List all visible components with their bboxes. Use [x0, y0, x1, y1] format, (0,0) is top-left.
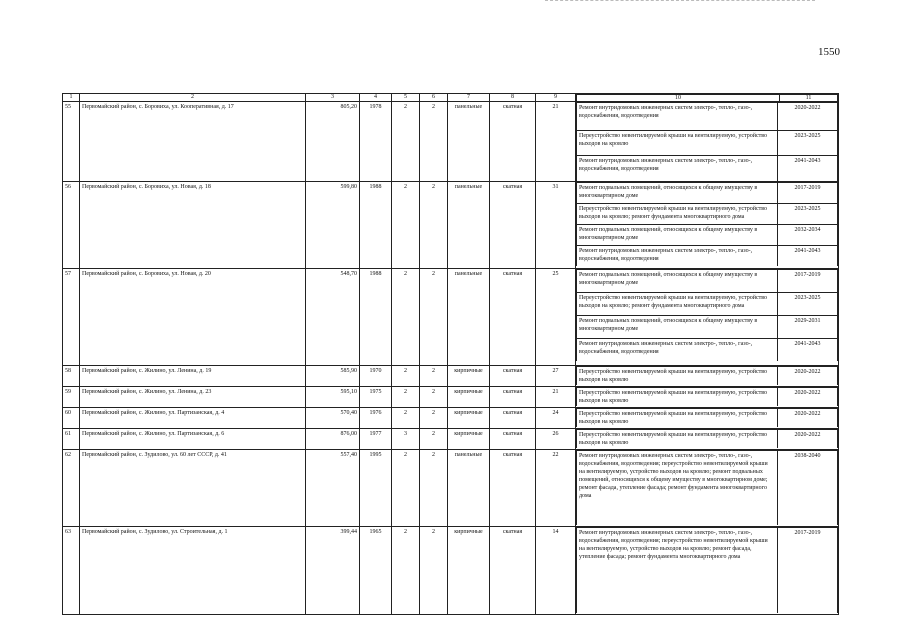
table-row — [63, 181, 839, 268]
col5-cell: 2 — [392, 268, 420, 365]
table-row — [63, 102, 839, 182]
column-number: 2 — [80, 94, 306, 102]
area-cell: 876,00 — [306, 428, 360, 449]
year-cell: 1965 — [360, 526, 392, 614]
work-item — [577, 292, 838, 315]
year-cell: 1970 — [360, 365, 392, 386]
work-item — [577, 387, 838, 406]
col5-cell: 2 — [392, 526, 420, 614]
roof-type-cell: скатная — [490, 407, 536, 428]
roof-type-cell: скатная — [490, 428, 536, 449]
col9-cell: 14 — [536, 526, 576, 614]
column-number: 8 — [490, 94, 536, 102]
area-cell: 595,10 — [306, 386, 360, 407]
roof-type-cell: скатная — [490, 181, 536, 268]
work-period: 2032-2034 — [778, 224, 838, 245]
year-cell: 1976 — [360, 407, 392, 428]
col5-cell: 2 — [392, 181, 420, 268]
works-cell — [576, 181, 839, 268]
work-period: 2023-2025 — [778, 131, 838, 156]
work-item — [577, 366, 838, 385]
col5-cell: 3 — [392, 428, 420, 449]
row-number: 60 — [63, 407, 80, 428]
page-number: 1550 — [818, 46, 840, 58]
works-cell — [576, 365, 839, 386]
work-period: 2020-2022 — [778, 103, 838, 131]
wall-material-cell: кирпичные — [448, 526, 490, 614]
work-description: Ремонт внутридомовых инженерных систем электро-, тепло-, газо-, водоснабжения, водоотведения — [577, 156, 778, 181]
col9-cell: 21 — [536, 386, 576, 407]
column-number: 11 — [780, 95, 838, 102]
col6-cell: 2 — [420, 386, 448, 407]
table-row — [63, 526, 839, 614]
col9-cell: 27 — [536, 365, 576, 386]
work-description: Ремонт подвальных помещений, относящихся к общему имуществу в многоквартирном доме — [577, 315, 778, 338]
work-period: 2017-2019 — [778, 527, 838, 613]
roof-type-cell: скатная — [490, 449, 536, 526]
table-row — [63, 449, 839, 526]
col6-cell: 2 — [420, 407, 448, 428]
year-cell: 1977 — [360, 428, 392, 449]
wall-material-cell: кирпичные — [448, 386, 490, 407]
work-period: 2041-2043 — [778, 338, 838, 361]
row-number: 55 — [63, 102, 80, 182]
works-cell — [576, 386, 839, 407]
work-item — [577, 450, 838, 525]
work-description: Переустройство невентилируемой крыши на вентилируемую, устройство выходов на кровлю — [577, 408, 778, 427]
roof-type-cell: скатная — [490, 102, 536, 182]
work-description: Переустройство невентилируемой крыши на вентилируемую, устройство выходов на кровлю — [577, 131, 778, 156]
col6-cell: 2 — [420, 428, 448, 449]
work-description: Ремонт внутридомовых инженерных систем электро-, тепло-, газо-, водоснабжения, водоотведения; переустройство невентилируемой крыши на вентилируемую, устройство выходов на кровлю; ремонт подвальных помещений, относящихся к общему имуществу в многоквартирном доме; ремонт фасада, утепление фасада; ремонт фундамента многоквартирного дома — [577, 450, 778, 525]
work-period: 2023-2025 — [778, 292, 838, 315]
address-cell: Первомайский район, с. Боровиха, ул. Кооперативная, д. 17 — [80, 102, 306, 182]
work-period: 2041-2043 — [778, 245, 838, 266]
col9-cell: 25 — [536, 268, 576, 365]
area-cell: 805,20 — [306, 102, 360, 182]
column-number: 9 — [536, 94, 576, 102]
work-item — [577, 527, 838, 613]
col5-cell: 2 — [392, 102, 420, 182]
row-number: 57 — [63, 268, 80, 365]
column-number-10-11 — [576, 94, 839, 102]
address-cell: Первомайский район, с. Боровиха, ул. Новая, д. 20 — [80, 268, 306, 365]
work-item — [577, 315, 838, 338]
area-cell: 399,44 — [306, 526, 360, 614]
table-row — [63, 365, 839, 386]
year-cell: 1995 — [360, 449, 392, 526]
works-cell — [576, 268, 839, 365]
work-item — [577, 429, 838, 448]
row-number: 56 — [63, 181, 80, 268]
col9-cell: 24 — [536, 407, 576, 428]
column-number: 3 — [306, 94, 360, 102]
table-row — [63, 386, 839, 407]
work-period: 2023-2025 — [778, 203, 838, 224]
row-number: 61 — [63, 428, 80, 449]
work-period: 2029-2031 — [778, 315, 838, 338]
work-period: 2020-2022 — [778, 408, 838, 427]
work-description: Переустройство невентилируемой крыши на вентилируемую, устройство выходов на кровлю; ремонт фундамента многоквартирного дома — [577, 203, 778, 224]
column-number: 5 — [392, 94, 420, 102]
roof-type-cell: скатная — [490, 526, 536, 614]
work-item — [577, 269, 838, 292]
area-cell: 548,70 — [306, 268, 360, 365]
address-cell: Первомайский район, с. Жилино, ул. Ленина, д. 23 — [80, 386, 306, 407]
column-number-row — [63, 94, 839, 102]
area-cell: 585,90 — [306, 365, 360, 386]
scan-artifact — [545, 0, 815, 4]
work-description: Ремонт внутридомовых инженерных систем электро-, тепло-, газо-, водоснабжения, водоотведения — [577, 338, 778, 361]
roof-type-cell: скатная — [490, 268, 536, 365]
wall-material-cell: панельные — [448, 102, 490, 182]
table-row — [63, 428, 839, 449]
row-number: 63 — [63, 526, 80, 614]
row-number: 62 — [63, 449, 80, 526]
work-item — [577, 338, 838, 361]
address-cell: Первомайский район, с. Жилино, ул. Партизанская, д. 4 — [80, 407, 306, 428]
column-number: 7 — [448, 94, 490, 102]
roof-type-cell: скатная — [490, 386, 536, 407]
wall-material-cell: кирпичные — [448, 365, 490, 386]
area-cell: 570,40 — [306, 407, 360, 428]
col9-cell: 21 — [536, 102, 576, 182]
work-description: Переустройство невентилируемой крыши на вентилируемую, устройство выходов на кровлю — [577, 429, 778, 448]
col6-cell: 2 — [420, 102, 448, 182]
work-item — [577, 245, 838, 266]
work-period: 2041-2043 — [778, 156, 838, 181]
area-cell: 599,80 — [306, 181, 360, 268]
work-description: Ремонт внутридомовых инженерных систем электро-, тепло-, газо-, водоснабжения, водоотведения; переустройство невентилируемой крыши на вентилируемую, устройство выходов на кровлю; ремонт фасада, утепление фасада; ремонт фундамента многоквартирного дома — [577, 527, 778, 613]
work-period: 2020-2022 — [778, 387, 838, 406]
col6-cell: 2 — [420, 449, 448, 526]
work-description: Ремонт внутридомовых инженерных систем электро-, тепло-, газо-, водоснабжения, водоотведения — [577, 245, 778, 266]
wall-material-cell: панельные — [448, 449, 490, 526]
table-row — [63, 268, 839, 365]
works-cell — [576, 407, 839, 428]
column-number: 4 — [360, 94, 392, 102]
work-period: 2020-2022 — [778, 366, 838, 385]
address-cell: Первомайский район, с. Зудилово, ул. 60 лет СССР, д. 41 — [80, 449, 306, 526]
wall-material-cell: кирпичные — [448, 407, 490, 428]
work-period: 2020-2022 — [778, 429, 838, 448]
address-cell: Первомайский район, с. Боровиха, ул. Новая, д. 18 — [80, 181, 306, 268]
column-number: 1 — [63, 94, 80, 102]
work-item — [577, 224, 838, 245]
col5-cell: 2 — [392, 386, 420, 407]
work-description: Ремонт внутридомовых инженерных систем электро-, тепло-, газо-, водоснабжения, водоотведения — [577, 103, 778, 131]
col6-cell: 2 — [420, 526, 448, 614]
work-description: Ремонт подвальных помещений, относящихся к общему имуществу в многоквартирном доме — [577, 182, 778, 203]
work-item — [577, 131, 838, 156]
col6-cell: 2 — [420, 365, 448, 386]
wall-material-cell: панельные — [448, 181, 490, 268]
col9-cell: 26 — [536, 428, 576, 449]
work-item — [577, 203, 838, 224]
work-description: Ремонт подвальных помещений, относящихся к общему имуществу в многоквартирном доме — [577, 224, 778, 245]
work-item — [577, 408, 838, 427]
work-period: 2017-2019 — [778, 182, 838, 203]
col6-cell: 2 — [420, 268, 448, 365]
year-cell: 1978 — [360, 102, 392, 182]
col5-cell: 2 — [392, 365, 420, 386]
row-number: 58 — [63, 365, 80, 386]
address-cell: Первомайский район, с. Жилино, ул. Партизанская, д. 6 — [80, 428, 306, 449]
column-number: 6 — [420, 94, 448, 102]
wall-material-cell: кирпичные — [448, 428, 490, 449]
works-cell — [576, 102, 839, 182]
work-item — [577, 156, 838, 181]
col9-cell: 31 — [536, 181, 576, 268]
address-cell: Первомайский район, с. Зудилово, ул. Строительная, д. 1 — [80, 526, 306, 614]
col9-cell: 22 — [536, 449, 576, 526]
year-cell: 1988 — [360, 268, 392, 365]
year-cell: 1988 — [360, 181, 392, 268]
col5-cell: 2 — [392, 449, 420, 526]
year-cell: 1975 — [360, 386, 392, 407]
area-cell: 557,40 — [306, 449, 360, 526]
table-row — [63, 407, 839, 428]
col6-cell: 2 — [420, 181, 448, 268]
work-description: Переустройство невентилируемой крыши на вентилируемую, устройство выходов на кровлю; ремонт фундамента многоквартирного дома — [577, 292, 778, 315]
works-cell — [576, 526, 839, 614]
row-number: 59 — [63, 386, 80, 407]
wall-material-cell: панельные — [448, 268, 490, 365]
work-description: Переустройство невентилируемой крыши на вентилируемую, устройство выходов на кровлю — [577, 366, 778, 385]
work-item — [577, 182, 838, 203]
work-period: 2017-2019 — [778, 269, 838, 292]
work-period: 2038-2040 — [778, 450, 838, 525]
works-cell — [576, 449, 839, 526]
work-description: Переустройство невентилируемой крыши на вентилируемую, устройство выходов на кровлю — [577, 387, 778, 406]
works-cell — [576, 428, 839, 449]
roof-type-cell: скатная — [490, 365, 536, 386]
column-number: 10 — [577, 95, 780, 102]
col5-cell: 2 — [392, 407, 420, 428]
address-cell: Первомайский район, с. Жилино, ул. Ленина, д. 19 — [80, 365, 306, 386]
work-description: Ремонт подвальных помещений, относящихся к общему имуществу в многоквартирном доме — [577, 269, 778, 292]
housing-table — [62, 93, 839, 615]
work-item — [577, 103, 838, 131]
